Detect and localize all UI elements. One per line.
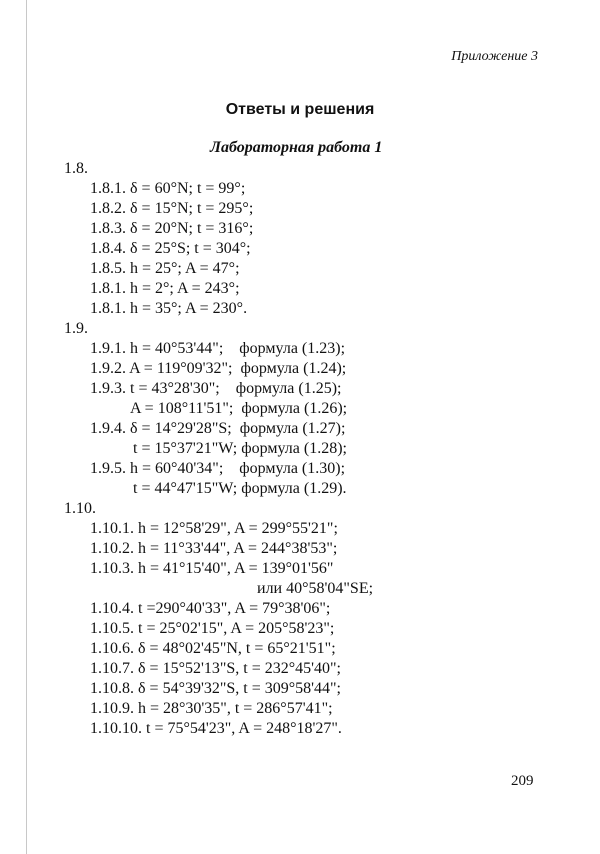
answer-number: 1.9.4.: [90, 420, 126, 437]
answer-text: h = 35°; A = 230°.: [130, 300, 248, 317]
answer-text: δ = 25°S; t = 304°;: [130, 240, 251, 257]
answer-text: h = 2°; A = 243°;: [130, 280, 240, 297]
answer-line: [90, 339, 345, 359]
answer-number: 1.8.1.: [90, 280, 126, 297]
answer-number: 1.9.1.: [90, 340, 126, 357]
page-number: 209: [511, 773, 534, 789]
group-heading-1-10: 1.10.: [64, 500, 96, 517]
answer-line: [90, 299, 247, 319]
answer-number: 1.8.1.: [90, 300, 126, 317]
answer-continuation: A = 108°11'51"; формула (1.26);: [130, 400, 348, 417]
answer-continuation: t = 44°47'15"W; формула (1.29).: [133, 480, 347, 497]
answer-line: [90, 659, 341, 679]
answer-text: t = 43°28'30"; формула (1.25);: [130, 380, 342, 397]
answer-number: 1.10.4.: [90, 600, 134, 617]
answer-line: [90, 239, 251, 259]
answer-line: [90, 719, 342, 739]
answer-line: [90, 259, 240, 279]
answer-line: [90, 679, 341, 699]
answer-line: [90, 359, 346, 379]
answer-text: h = 25°; A = 47°;: [130, 260, 240, 277]
answer-number: 1.9.2.: [90, 360, 126, 377]
answer-number: 1.10.10.: [90, 720, 142, 737]
answer-text: t = 75°54'23", A = 248°18'27".: [146, 720, 342, 737]
answer-text: h = 12°58'29", A = 299°55'21";: [138, 520, 338, 537]
lab-title: Лабораторная работа 1: [210, 139, 383, 156]
answer-line: [90, 699, 333, 719]
answer-line: [90, 219, 253, 239]
answer-number: 1.10.1.: [90, 520, 134, 537]
answer-number: 1.10.5.: [90, 620, 134, 637]
answer-continuation: t = 15°37'21"W; формула (1.28);: [133, 440, 347, 457]
answer-text: h = 11°33'44", A = 244°38'53";: [138, 540, 338, 557]
answer-line: [90, 199, 253, 219]
answer-line: [90, 539, 337, 559]
answer-line: [90, 639, 336, 659]
answer-text: h = 41°15'40", A = 139°01'56": [138, 560, 334, 577]
answer-line: [90, 279, 240, 299]
answer-text: δ = 14°29'28"S; формула (1.27);: [130, 420, 346, 437]
answer-number: 1.10.9.: [90, 700, 134, 717]
answer-number: 1.9.3.: [90, 380, 126, 397]
answer-text: δ = 15°52'13"S, t = 232°45'40";: [138, 660, 341, 677]
answer-number: 1.10.7.: [90, 660, 134, 677]
answer-text: t =290°40'33", A = 79°38'06";: [138, 600, 331, 617]
answer-text: t = 25°02'15", A = 205°58'23";: [138, 620, 335, 637]
answer-line: [90, 459, 345, 479]
answer-line: [90, 619, 334, 639]
answer-number: 1.8.3.: [90, 220, 126, 237]
answer-number: 1.10.3.: [90, 560, 134, 577]
answer-number: 1.8.1.: [90, 180, 126, 197]
answer-text: A = 119°09'32"; формула (1.24);: [129, 360, 347, 377]
answer-text: δ = 48°02'45"N, t = 65°21'51";: [138, 640, 336, 657]
answer-continuation: или 40°58'04"SE;: [257, 580, 374, 597]
answer-line: [90, 419, 345, 439]
answer-text: δ = 60°N; t = 99°;: [130, 180, 246, 197]
answer-line: [90, 559, 333, 579]
answer-line: [90, 379, 341, 399]
group-heading-1-8: 1.8.: [64, 160, 88, 177]
answer-line: [90, 599, 330, 619]
answer-text: δ = 20°N; t = 316°;: [130, 220, 254, 237]
answer-number: 1.8.4.: [90, 240, 126, 257]
answer-text: δ = 54°39'32"S, t = 309°58'44";: [138, 680, 341, 697]
answer-number: 1.8.2.: [90, 200, 126, 217]
answer-text: h = 40°53'44"; формула (1.23);: [130, 340, 346, 357]
answer-text: h = 28°30'35", t = 286°57'41";: [138, 700, 333, 717]
answer-number: 1.10.2.: [90, 540, 134, 557]
answer-number: 1.8.5.: [90, 260, 126, 277]
section-title: Ответы и решения: [225, 101, 375, 118]
answer-number: 1.10.8.: [90, 680, 134, 697]
answer-number: 1.10.6.: [90, 640, 134, 657]
answer-text: δ = 15°N; t = 295°;: [130, 200, 254, 217]
page-edge-line: [26, 0, 27, 854]
answer-text: h = 60°40'34"; формула (1.30);: [130, 460, 346, 477]
answer-line: [90, 179, 245, 199]
running-header: Приложение 3: [451, 49, 538, 64]
answer-line: [90, 519, 338, 539]
answer-number: 1.9.5.: [90, 460, 126, 477]
group-heading-1-9: 1.9.: [64, 320, 88, 337]
